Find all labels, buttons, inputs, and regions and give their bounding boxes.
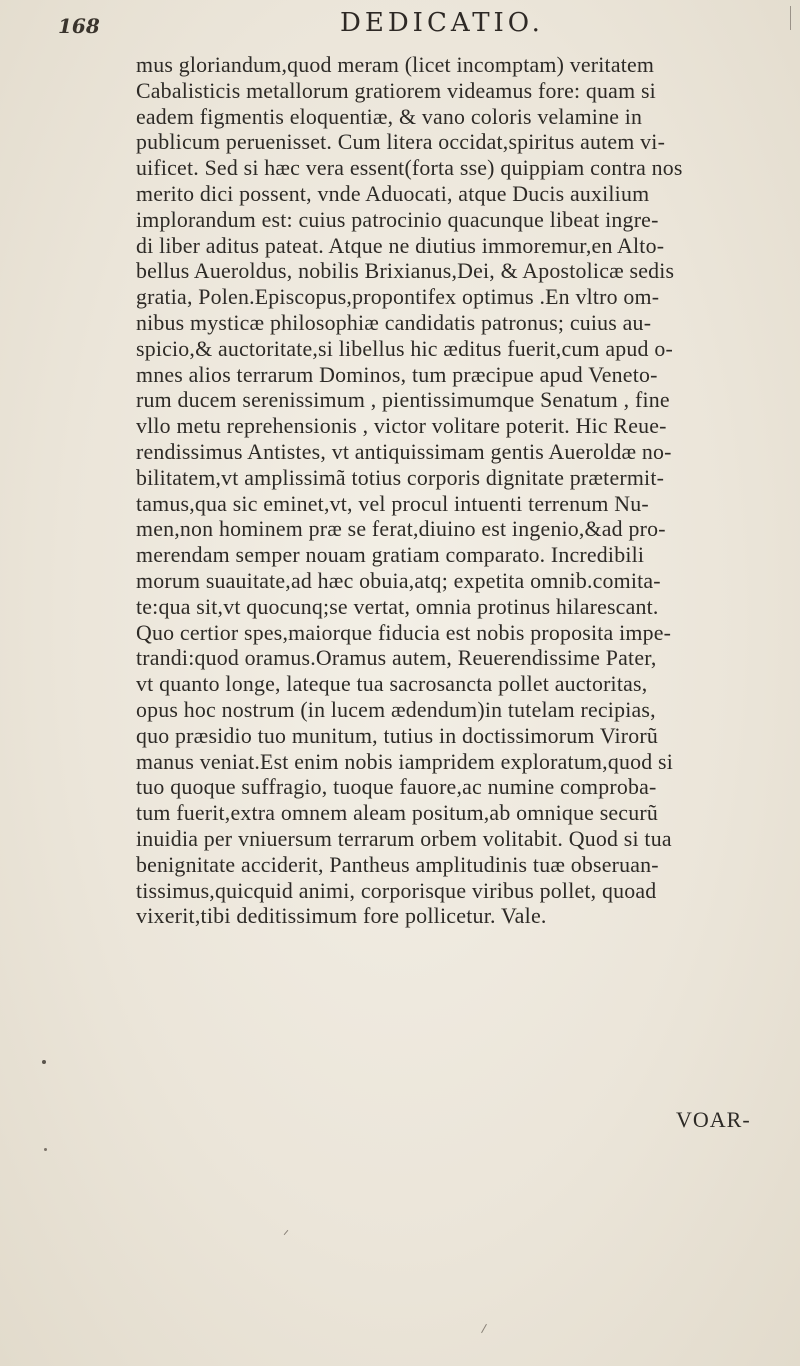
- page-header: [0, 6, 800, 40]
- ink-stroke-mark: [284, 1230, 289, 1235]
- text-line: merito dici possent, vnde Aduocati, atque Ducis auxilium: [136, 180, 650, 206]
- text-line: uificet. Sed si hæc vera essent(forta sse) quippiam contra nos: [136, 155, 683, 181]
- text-line: te:qua sit,vt quocunq;se vertat, omnia protinus hilarescant.: [136, 593, 659, 619]
- page-number: 168: [58, 14, 100, 38]
- text-line: eadem figmentis eloquentiæ, & vano coloris velamine in: [136, 103, 643, 129]
- text-line: morum suauitate,ad hæc obuia,atq; expetita omnib.comita-: [136, 567, 661, 593]
- ink-spot-mark: [42, 1060, 46, 1064]
- text-line: opus hoc nostrum (in lucem ædendum)in tutelam recipias,: [136, 696, 656, 722]
- text-line: vt quanto longe, lateque tua sacrosancta pollet auctoritas,: [136, 671, 648, 697]
- text-line: tissimus,quicquid animi, corporisque viribus pollet, quoad: [136, 877, 657, 903]
- text-line: tuo quoque suffragio, tuoque fauore,ac numine comproba-: [136, 774, 657, 800]
- text-line: rendissimus Antistes, vt antiquissimam gentis Aueroldæ no-: [136, 438, 672, 464]
- text-line: merendam semper nouam gratiam comparato. Incredibili: [136, 542, 645, 568]
- text-line: tamus,qua sic eminet,vt, vel procul intuenti terrenum Nu-: [136, 490, 649, 516]
- text-line: quo præsidio tuo munitum, tutius in doctissimorum Virorũ: [136, 722, 659, 748]
- text-line: implorandum est: cuius patrocinio quacunque libeat ingre-: [136, 206, 659, 232]
- text-line: men,non hominem præ se ferat,diuino est ingenio,&ad pro-: [136, 516, 666, 542]
- text-line: Quo certior spes,maiorque fiducia est nobis proposita impe-: [136, 619, 672, 645]
- text-line: publicum peruenisset. Cum litera occidat,spiritus autem vi-: [136, 129, 666, 155]
- text-line: vixerit,tibi deditissimum fore pollicetur. Vale.: [136, 903, 547, 929]
- text-line: spicio,& auctoritate,si libellus hic æditus fuerit,cum apud o-: [136, 335, 673, 361]
- text-line: gratia, Polen.Episcopus,propontifex optimus .En vltro om-: [136, 284, 660, 310]
- ink-spot-mark: [44, 1148, 47, 1151]
- text-line: tum fuerit,extra omnem aleam positum,ab omnique securũ: [136, 800, 658, 826]
- page-edge-mark: [790, 6, 791, 30]
- text-line: nibus mysticæ philosophiæ candidatis patronus; cuius au-: [136, 309, 652, 335]
- text-line: rum ducem serenissimum , pientissimumque Senatum , fine: [136, 387, 670, 413]
- text-line: benignitate acciderit, Pantheus amplitudinis tuæ obseruan-: [136, 851, 659, 877]
- text-line: bilitatem,vt amplissimã totius corporis dignitate prætermit-: [136, 464, 665, 490]
- text-line: Cabalisticis metallorum gratiorem videamus fore: quam si: [136, 77, 656, 103]
- text-line: di liber aditus pateat. Atque ne diutius immoremur,en Alto-: [136, 232, 665, 258]
- text-line: mnes alios terrarum Dominos, tum præcipue apud Veneto-: [136, 361, 658, 387]
- text-line: trandi:quod oramus.Oramus autem, Reuerendissime Pater,: [136, 645, 657, 671]
- text-line: inuidia per vniuersum terrarum orbem volitabit. Quod si tua: [136, 825, 672, 851]
- text-line: bellus Aueroldus, nobilis Brixianus,Dei, & Apostolicæ sedis: [136, 258, 675, 284]
- dedication-text: [136, 52, 776, 929]
- catchword: VOAR-: [676, 1107, 751, 1132]
- text-line: manus veniat.Est enim nobis iampridem exploratum,quod si: [136, 748, 673, 774]
- text-line: mus gloriandum,quod meram (licet incomptam) veritatem: [136, 52, 655, 77]
- ink-stroke-mark: [481, 1324, 487, 1333]
- running-head: DEDICATIO.: [340, 8, 544, 38]
- text-line: vllo metu reprehensionis , victor volitare poterit. Hic Reue-: [136, 413, 667, 439]
